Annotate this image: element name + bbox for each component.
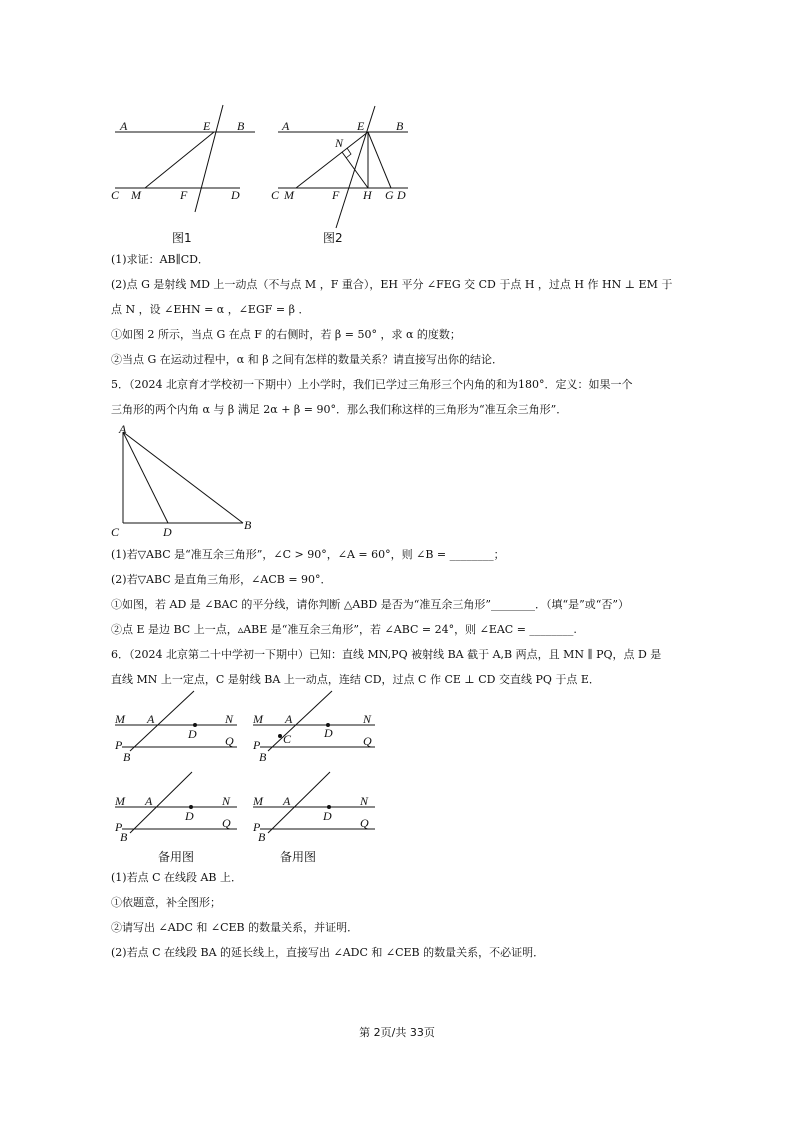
label-C: C — [111, 525, 120, 539]
label-D: D — [231, 188, 240, 202]
label-C: C — [271, 188, 280, 202]
q4-sub2: ②当点 G 在运动过程中，α 和 β 之间有怎样的数量关系？请直接写出你的结论． — [111, 353, 504, 366]
q6-figure-3 — [112, 767, 242, 847]
label-P: P — [253, 738, 261, 752]
q6-figure-2 — [250, 685, 380, 765]
triangle-figure — [110, 420, 270, 545]
label-A: A — [147, 712, 155, 726]
figure-1 — [105, 100, 265, 215]
label-G: G — [385, 188, 394, 202]
label-M: M — [253, 712, 263, 726]
label-E: E — [203, 119, 211, 133]
figure-2-caption: 图2 — [323, 231, 343, 245]
label-M: M — [115, 794, 125, 808]
label-A: A — [282, 119, 290, 133]
label-D: D — [188, 727, 197, 741]
q6-sub2: ②请写出 ∠ADC 和 ∠CEB 的数量关系，并证明． — [111, 921, 359, 934]
label-D: D — [163, 525, 172, 539]
label-D: D — [185, 809, 194, 823]
q4-part2-line2: 点 N ，设 ∠EHN = α ，∠EGF = β ． — [111, 303, 310, 316]
q5-sub2: ②点 E 是边 BC 上一点，▵ABE 是“准互余三角形”，若 ∠ABC = 24°，则 ∠EAC = ________. — [111, 623, 577, 636]
label-P: P — [115, 820, 123, 834]
label-F: F — [180, 188, 188, 202]
label-P: P — [115, 738, 123, 752]
label-D: D — [323, 809, 332, 823]
label-Q: Q — [225, 734, 234, 748]
q6-part1: (1)若点 C 在线段 AB 上． — [111, 871, 243, 884]
label-N: N — [222, 794, 231, 808]
q6-part2: (2)若点 C 在线段 BA 的延长线上，直接写出 ∠ADC 和 ∠CEB 的数量关系，不必证明． — [111, 946, 545, 959]
label-A: A — [120, 119, 128, 133]
label-A: A — [145, 794, 153, 808]
q5-part2: (2)若▽ABC 是直角三角形，∠ACB = 90°． — [111, 573, 332, 586]
figure-2 — [268, 100, 418, 230]
label-M: M — [115, 712, 125, 726]
label-M: M — [284, 188, 294, 202]
label-F: F — [332, 188, 340, 202]
q6-intro-line1: 6．（2024 北京第二十中学初一下期中）已知：直线 MN,PQ 被射线 BA 截于 A,B 两点，且 MN ∥ PQ，点 D 是 — [111, 648, 662, 661]
label-C: C — [283, 732, 292, 746]
q5-intro-line2: 三角形的两个内角 α 与 β 满足 2α + β = 90°．那么我们称这样的三角形为“准互余三角形”． — [111, 403, 568, 416]
label-N: N — [360, 794, 369, 808]
label-Q: Q — [360, 816, 369, 830]
label-A: A — [119, 422, 127, 436]
label-B: B — [396, 119, 404, 133]
page-footer: 第 2页/共 33页 — [359, 1026, 435, 1039]
q6-sub1: ①依题意，补全图形； — [111, 896, 221, 909]
label-M: M — [131, 188, 141, 202]
label-Q: Q — [222, 816, 231, 830]
q4-sub1: ①如图 2 所示，当点 G 在点 F 的右侧时，若 β = 50° ，求 α 的度数； — [111, 328, 461, 341]
q6-intro-line2: 直线 MN 上一定点，C 是射线 BA 上一动点，连结 CD，过点 C 作 CE ⊥ CD 交直线 PQ 于点 E． — [111, 673, 600, 686]
label-B: B — [258, 830, 266, 844]
label-C: C — [111, 188, 120, 202]
label-P: P — [253, 820, 261, 834]
label-D: D — [324, 726, 333, 740]
q5-intro-line1: 5．（2024 北京育才学校初一下期中）上小学时，我们已学过三角形三个内角的和为180°．定义：如果一个 — [111, 378, 633, 391]
q5-part1: (1)若▽ABC 是“准互余三角形”，∠C > 90°，∠A = 60°，则 ∠B = ________； — [111, 548, 505, 561]
label-B: B — [120, 830, 128, 844]
label-H: H — [363, 188, 372, 202]
q6-caption-2: 备用图 — [280, 850, 317, 864]
label-E: E — [357, 119, 365, 133]
q4-part1: (1)求证：AB∥CD． — [111, 253, 209, 266]
label-B: B — [259, 750, 267, 764]
label-A: A — [285, 712, 293, 726]
label-Q: Q — [363, 734, 372, 748]
label-N: N — [225, 712, 234, 726]
label-M: M — [253, 794, 263, 808]
label-B: B — [123, 750, 131, 764]
figure-1-caption: 图1 — [172, 231, 192, 245]
q6-figure-4 — [250, 767, 380, 847]
label-B: B — [237, 119, 245, 133]
label-D: D — [397, 188, 406, 202]
label-N: N — [335, 136, 344, 150]
label-B: B — [244, 518, 252, 532]
q4-part2-line1: (2)点 G 是射线 MD 上一动点（不与点 M ，F 重合），EH 平分 ∠FEG 交 CD 于点 H ，过点 H 作 HN ⊥ EM 于 — [111, 278, 673, 291]
label-N: N — [363, 712, 372, 726]
label-A: A — [283, 794, 291, 808]
q6-figure-1 — [112, 685, 242, 765]
q6-caption-1: 备用图 — [158, 850, 195, 864]
q5-sub1: ①如图，若 AD 是 ∠BAC 的平分线，请你判断 △ABD 是否为“准互余三角形”________．（填“是”或“否”） — [111, 598, 629, 611]
